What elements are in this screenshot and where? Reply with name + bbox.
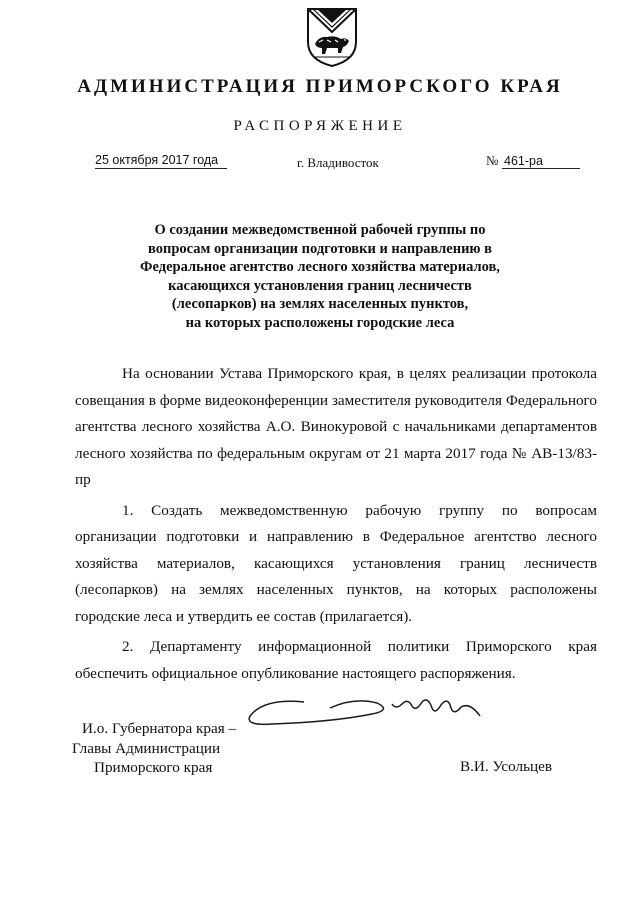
number-label: №: [486, 153, 499, 168]
subject-line: вопросам организации подготовки и направлению в: [148, 240, 492, 257]
document-subject: [110, 221, 530, 333]
signer-name: В.И. Усольцев: [460, 758, 553, 775]
signatory-position: [72, 719, 236, 778]
body-paragraph-preamble: На основании Устава Приморского края, в целях реализации протокола совещания в форме видеоконференции заместителя руководителя Федерального агентства лесного хозяйства А.О. Винокуровой с начальниками департаментов лесного хозяйства по федеральным округам от 21 марта 2017 года № АВ-13/83-пр: [75, 365, 597, 488]
subject-line: О создании межведомственной рабочей группы по: [154, 222, 486, 238]
subject-line: (лесопарков) на землях населенных пунктов,: [171, 296, 469, 313]
document-city: г. Владивосток: [297, 155, 379, 170]
document-number: 461-ра: [502, 154, 580, 169]
body-paragraph-item-1: 1. Создать межведомственную рабочую группу по вопросам организации подготовки и направлению в Федеральное агентство лесного хозяйства материалов, касающихся установления границ лесничеств (лесопарков) на землях населенных пунктов, на которых расположены городские леса и утвердить ее состав (прилагается).: [75, 501, 597, 625]
document-body: [75, 361, 597, 691]
coat-of-arms-icon: [305, 6, 359, 68]
position-line: Главы Администрации: [72, 739, 221, 757]
subject-line: касающихся установления границ лесничеств: [168, 277, 472, 294]
organization-title: АДМИНИСТРАЦИЯ ПРИМОРСКОГО КРАЯ: [77, 76, 563, 97]
position-line: Приморского края: [94, 759, 213, 776]
document-type: РАСПОРЯЖЕНИЕ: [233, 118, 407, 134]
document-number-field: [486, 153, 580, 169]
document-date: 25 октября 2017 года: [95, 153, 227, 169]
body-paragraph-item-2: 2. Департаменту информационной политики Приморского края обеспечить официальное опубликование настоящего распоряжения.: [75, 638, 597, 682]
position-line: И.о. Губернатора края –: [82, 720, 237, 737]
subject-line: на которых расположены городские леса: [185, 314, 455, 331]
signature-image: [242, 688, 520, 733]
subject-line: Федеральное агентство лесного хозяйства материалов,: [140, 259, 500, 276]
